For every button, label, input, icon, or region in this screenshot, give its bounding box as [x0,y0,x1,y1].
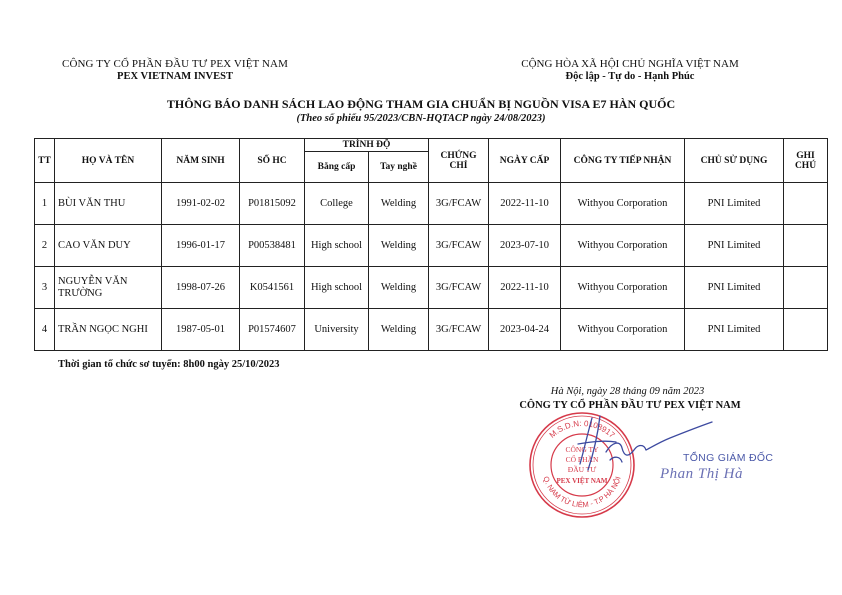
seal-line: ĐẦU TƯ [567,465,597,474]
cell-degree: University [305,309,369,351]
cell-certificate: 3G/FCAW [429,183,489,225]
cell-employer: PNI Limited [685,183,784,225]
cell-certificate: 3G/FCAW [429,225,489,267]
col-header-receiving-company: CÔNG TY TIẾP NHẬN [561,139,685,183]
cell-issue-date: 2022-11-10 [489,267,561,309]
cell-note [784,267,828,309]
worker-table [34,138,828,351]
table-row [35,183,828,225]
cell-skill: Welding [369,225,429,267]
cell-employer: PNI Limited [685,309,784,351]
cell-name: TRẦN NGỌC NGHI [55,309,162,351]
nation-header [500,58,760,82]
cell-issue-date: 2023-04-24 [489,309,561,351]
col-header-birth-year: NĂM SINH [162,139,240,183]
document-subtitle: (Theo số phiếu 95/2023/CBN-HQTACP ngày 24/08/2023) [296,113,546,124]
cell-birth-year: 1991-02-02 [162,183,240,225]
cell-passport: P00538481 [240,225,305,267]
col-header-note: GHI CHÚ [784,139,828,183]
col-header-degree: Bằng cấp [305,152,369,183]
cell-tt: 2 [35,225,55,267]
col-header-education: TRÌNH ĐỘ [305,139,429,152]
cell-birth-year: 1998-07-26 [162,267,240,309]
cell-name: CAO VĂN DUY [55,225,162,267]
cell-issue-date: 2022-11-10 [489,183,561,225]
cell-employer: PNI Limited [685,225,784,267]
seal-ring-text: M.S.D.N: 0108917 [547,418,617,440]
nation-name: CỘNG HÒA XÃ HỘI CHỦ NGHĨA VIỆT NAM [521,58,739,70]
cell-note [784,309,828,351]
cell-certificate: 3G/FCAW [429,267,489,309]
cell-birth-year: 1987-05-01 [162,309,240,351]
cell-receiving-company: Withyou Corporation [561,267,685,309]
col-header-tt: TT [35,139,55,183]
cell-tt: 1 [35,183,55,225]
national-motto: Độc lập - Tự do - Hạnh Phúc [565,71,695,82]
director-name: Phan Thị Hà [660,466,744,482]
director-title: TỔNG GIÁM ĐỐC [683,452,774,464]
table-row [35,309,828,351]
company-header [40,58,310,82]
seal-line: CỔ PHẦN [565,455,599,464]
col-header-issue-date: NGÀY CẤP [489,139,561,183]
table-row [35,267,828,309]
cell-name: BÙI VĂN THU [55,183,162,225]
table-row [35,225,828,267]
cell-degree: High school [305,225,369,267]
cell-passport: P01815092 [240,183,305,225]
cell-employer: PNI Limited [685,267,784,309]
cell-note [784,225,828,267]
cell-name: NGUYỄN VĂN TRƯỜNG [55,267,162,309]
signing-company: CÔNG TY CỔ PHẦN ĐẦU TƯ PEX VIỆT NAM [519,400,741,411]
col-header-name: HỌ VÀ TÊN [55,139,162,183]
cell-receiving-company: Withyou Corporation [561,225,685,267]
cell-note [784,183,828,225]
cell-tt: 4 [35,309,55,351]
cell-receiving-company: Withyou Corporation [561,309,685,351]
company-name: CÔNG TY CỔ PHẦN ĐẦU TƯ PEX VIỆT NAM [62,58,288,70]
col-header-passport: SỐ HC [240,139,305,183]
cell-tt: 3 [35,267,55,309]
cell-certificate: 3G/FCAW [429,309,489,351]
cell-birth-year: 1996-01-17 [162,225,240,267]
seal-line: PEX VIỆT NAM [556,477,608,485]
cell-skill: Welding [369,267,429,309]
cell-issue-date: 2023-07-10 [489,225,561,267]
place-date: Hà Nội, ngày 28 tháng 09 năm 2023 [550,386,705,397]
cell-receiving-company: Withyou Corporation [561,183,685,225]
cell-passport: P01574607 [240,309,305,351]
document-title: THÔNG BÁO DANH SÁCH LAO ĐỘNG THAM GIA CHUẨN BỊ NGUỒN VISA E7 HÀN QUỐC [166,97,676,111]
cell-passport: K0541561 [240,267,305,309]
company-name-en: PEX VIETNAM INVEST [117,71,233,82]
cell-skill: Welding [369,309,429,351]
col-header-skill: Tay nghề [369,152,429,183]
col-header-employer: CHỦ SỬ DỤNG [685,139,784,183]
seal-bottom-text: Q. NAM TỪ LIÊM - T.P HÀ NỘI [541,475,623,510]
col-header-certificate: CHỨNG CHỈ [429,139,489,183]
cell-degree: High school [305,267,369,309]
cell-skill: Welding [369,183,429,225]
seal-line: CÔNG TY [565,445,599,454]
exam-time-note: Thời gian tổ chức sơ tuyển: 8h00 ngày 25/10/2023 [58,359,280,370]
cell-degree: College [305,183,369,225]
